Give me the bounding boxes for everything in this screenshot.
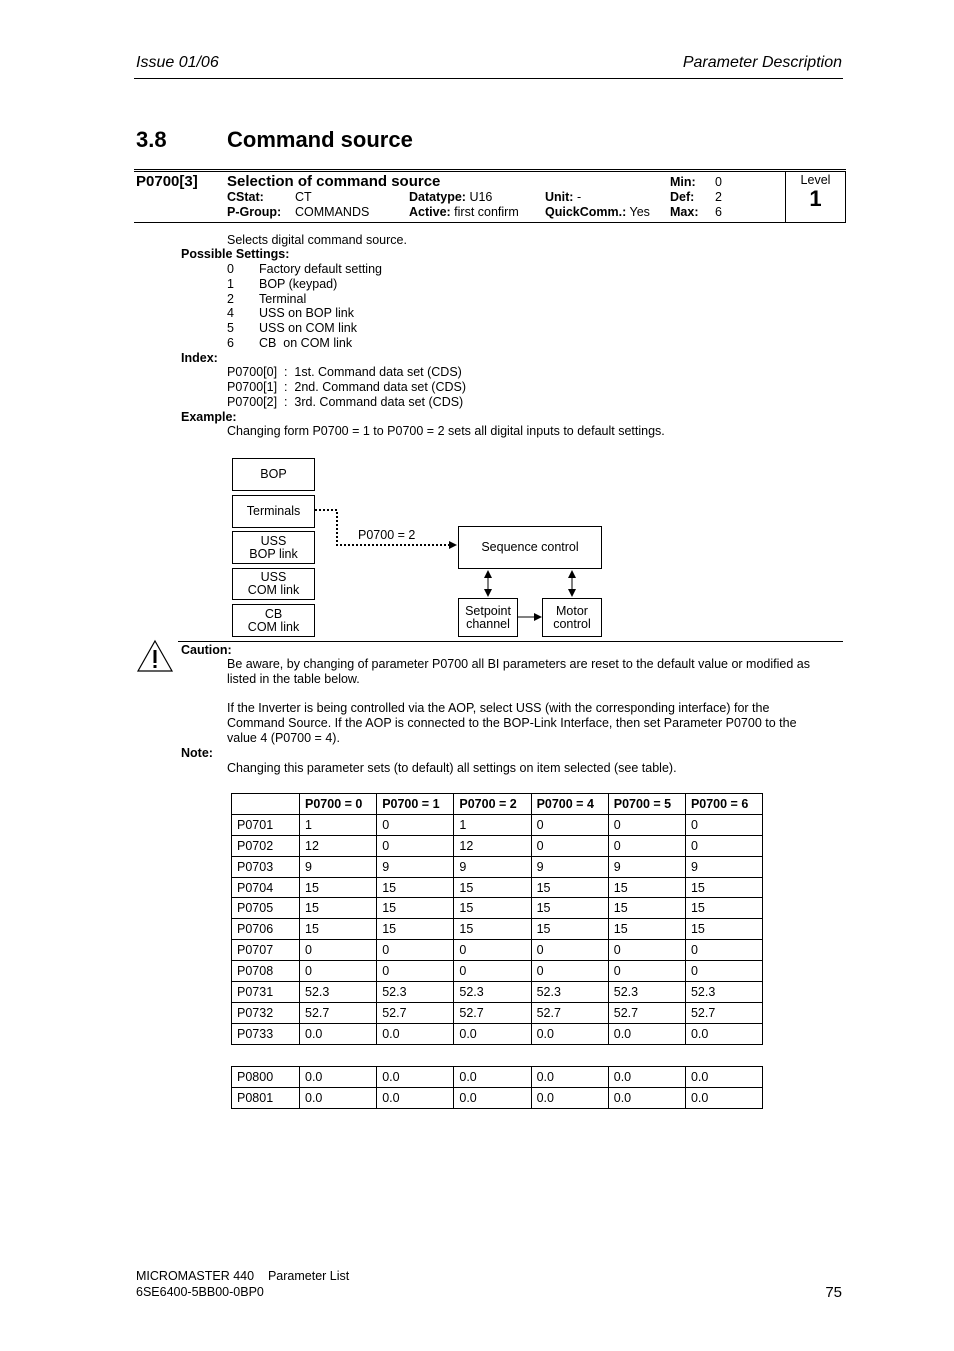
- table-cell: 0: [300, 940, 377, 961]
- note-label: Note:: [181, 746, 213, 760]
- table-cell: 0.0: [454, 1067, 531, 1088]
- max-value: 6: [715, 205, 722, 219]
- caution-label: Caution:: [181, 643, 232, 657]
- setting-value: 2: [227, 292, 234, 306]
- settings-table-2: [231, 1066, 763, 1109]
- table-cell: 12: [300, 835, 377, 856]
- table-cell: 52.3: [531, 982, 608, 1003]
- param-title: Selection of command source: [227, 173, 441, 190]
- table-cell: 52.7: [685, 1002, 762, 1023]
- param-id: P0700[3]: [136, 173, 198, 190]
- table-cell: 15: [300, 898, 377, 919]
- uss-com-line1: USS: [260, 570, 287, 584]
- table-cell: 52.3: [377, 982, 454, 1003]
- table-row: [232, 919, 763, 940]
- table-cell: 0.0: [608, 1067, 685, 1088]
- table-cell: 15: [531, 898, 608, 919]
- setting-text: USS on BOP link: [259, 306, 354, 320]
- quickcomm-value: Yes: [629, 205, 650, 219]
- setting-value: 4: [227, 306, 234, 320]
- table-cell: 0: [608, 835, 685, 856]
- table-cell: 15: [377, 898, 454, 919]
- table-cell: P0701: [232, 814, 300, 835]
- table-cell: 0: [685, 814, 762, 835]
- table-cell: 0.0: [685, 1087, 762, 1108]
- table-cell: 52.7: [454, 1002, 531, 1023]
- table-header-cell: P0700 = 4: [531, 794, 608, 815]
- max-label: Max:: [670, 205, 699, 219]
- table-cell: 15: [531, 877, 608, 898]
- table-cell: 9: [685, 856, 762, 877]
- header-title: Parameter Description: [682, 54, 842, 71]
- table-header-cell: P0700 = 0: [300, 794, 377, 815]
- table-row: [232, 1002, 763, 1023]
- quickcomm-label: QuickComm.:: [545, 205, 627, 219]
- table-header-cell: P0700 = 6: [685, 794, 762, 815]
- caution-p2-line3: value 4 (P0700 = 4).: [227, 731, 340, 745]
- table-cell: 9: [454, 856, 531, 877]
- page-number: 75: [825, 1284, 842, 1301]
- section-title: Command source: [227, 127, 413, 152]
- table-cell: 15: [685, 877, 762, 898]
- table-cell: 9: [377, 856, 454, 877]
- index-item: P0700[1] : 2nd. Command data set (CDS): [227, 380, 467, 394]
- table-cell: 0: [608, 814, 685, 835]
- table-cell: 0: [377, 814, 454, 835]
- setting-value: 6: [227, 336, 234, 350]
- min-label: Min:: [670, 175, 696, 189]
- arrow-label: P0700 = 2: [358, 528, 416, 542]
- table-cell: 15: [531, 919, 608, 940]
- table-cell: 0.0: [685, 1067, 762, 1088]
- unit-label: Unit:: [545, 190, 574, 204]
- table-cell: 0.0: [454, 1087, 531, 1108]
- table-cell: P0731: [232, 982, 300, 1003]
- table-header-cell: P0700 = 2: [454, 794, 531, 815]
- bop-box: BOP: [232, 458, 315, 491]
- table-cell: 15: [608, 919, 685, 940]
- def-value: 2: [715, 190, 722, 204]
- table-cell: 0.0: [454, 1023, 531, 1044]
- table-row: [232, 814, 763, 835]
- min-value: 0: [715, 175, 722, 189]
- index-label: Index:: [181, 351, 218, 365]
- table-cell: P0733: [232, 1023, 300, 1044]
- table-cell: 0.0: [300, 1067, 377, 1088]
- table-cell: 15: [608, 898, 685, 919]
- table-cell: P0706: [232, 919, 300, 940]
- table-cell: 0: [300, 961, 377, 982]
- example-label: Example:: [181, 410, 237, 424]
- table-cell: 15: [454, 877, 531, 898]
- footer-product: MICROMASTER 440 Parameter List: [136, 1269, 350, 1283]
- note-text: Changing this parameter sets (to default) all settings on item selected (see table).: [227, 761, 677, 775]
- motor-line1: Motor: [556, 603, 588, 618]
- table-cell: 0: [531, 940, 608, 961]
- table-header-cell: P0700 = 5: [608, 794, 685, 815]
- example-text: Changing form P0700 = 1 to P0700 = 2 sets all digital inputs to default settings.: [227, 424, 665, 438]
- table-cell: 0: [685, 961, 762, 982]
- table-cell: 0.0: [300, 1023, 377, 1044]
- table-cell: 0: [685, 835, 762, 856]
- section-number: 3.8: [136, 127, 167, 152]
- setpoint-line1: Setpoint: [465, 603, 511, 618]
- table-cell: 0.0: [608, 1023, 685, 1044]
- table-cell: 52.3: [608, 982, 685, 1003]
- table-cell: 52.7: [377, 1002, 454, 1023]
- pgroup-value: COMMANDS: [295, 205, 370, 219]
- uss-bop-line2: BOP link: [249, 546, 298, 561]
- table-row: [232, 982, 763, 1003]
- table-cell: 0.0: [531, 1067, 608, 1088]
- table-row: [232, 856, 763, 877]
- setting-value: 0: [227, 262, 234, 276]
- table-cell: 15: [454, 898, 531, 919]
- table-cell: 0: [685, 940, 762, 961]
- table-cell: 52.7: [300, 1002, 377, 1023]
- table-cell: 0.0: [377, 1023, 454, 1044]
- table-cell: 0.0: [377, 1067, 454, 1088]
- cb-com-line2: COM link: [247, 619, 300, 634]
- setting-value: 1: [227, 277, 234, 291]
- settings-table: [231, 793, 763, 1045]
- setting-text: USS on COM link: [259, 321, 357, 335]
- table-row: [232, 898, 763, 919]
- table-row: [232, 877, 763, 898]
- setting-text: Terminal: [259, 292, 307, 306]
- active-value: first confirm: [454, 205, 519, 219]
- active-label: Active:: [409, 205, 451, 219]
- table-cell: P0708: [232, 961, 300, 982]
- table-cell: 15: [377, 919, 454, 940]
- table-cell: 0: [454, 940, 531, 961]
- table-cell: P0704: [232, 877, 300, 898]
- caution-p2-line1: If the Inverter is being controlled via the AOP, select USS (with the corresponding interface) for the: [227, 701, 770, 715]
- table-cell: P0800: [232, 1067, 300, 1088]
- table-row: [232, 1087, 763, 1108]
- table-cell: 0.0: [300, 1087, 377, 1108]
- description: Selects digital command source.: [227, 233, 407, 247]
- cb-com-line1: CB: [264, 606, 283, 621]
- setpoint-line2: channel: [466, 616, 510, 631]
- table-cell: 0.0: [377, 1087, 454, 1108]
- table-cell: 9: [531, 856, 608, 877]
- table-cell: 52.3: [300, 982, 377, 1003]
- table-cell: 1: [454, 814, 531, 835]
- table-cell: 0: [377, 835, 454, 856]
- table-cell: 0: [531, 835, 608, 856]
- header-issue: Issue 01/06: [136, 54, 219, 71]
- table-cell: 0: [531, 961, 608, 982]
- table-cell: 0: [531, 814, 608, 835]
- table-cell: P0702: [232, 835, 300, 856]
- terminals-box: Terminals: [232, 495, 315, 528]
- table-cell: 15: [300, 919, 377, 940]
- table-cell: P0703: [232, 856, 300, 877]
- table-cell: 52.7: [531, 1002, 608, 1023]
- table-cell: 52.7: [608, 1002, 685, 1023]
- table-cell: 15: [608, 877, 685, 898]
- caution-p2-line2: Command Source. If the AOP is connected to the BOP-Link Interface, then set Parameter P0700 to the: [227, 716, 797, 730]
- table-cell: 0.0: [608, 1087, 685, 1108]
- table-cell: 0: [454, 961, 531, 982]
- table-cell: 15: [685, 919, 762, 940]
- table-cell: 0.0: [685, 1023, 762, 1044]
- warning-icon: [136, 639, 174, 673]
- table-header-row: [232, 794, 763, 815]
- caution-p1-line2: listed in the table below.: [227, 672, 360, 686]
- cstat-value: CT: [295, 190, 312, 204]
- table-cell: 0.0: [531, 1023, 608, 1044]
- table-cell: 15: [377, 877, 454, 898]
- index-item: P0700[2] : 3rd. Command data set (CDS): [227, 395, 464, 409]
- table-row: [232, 961, 763, 982]
- table-header-cell: P0700 = 1: [377, 794, 454, 815]
- table-cell: 0: [377, 940, 454, 961]
- table-row: [232, 940, 763, 961]
- table-cell: 0.0: [531, 1087, 608, 1108]
- table-cell: 0: [608, 940, 685, 961]
- table-row: [232, 1023, 763, 1044]
- index-item: P0700[0] : 1st. Command data set (CDS): [227, 365, 462, 379]
- level-label: Level: [800, 173, 831, 187]
- table-cell: P0705: [232, 898, 300, 919]
- table-cell: 15: [454, 919, 531, 940]
- setting-text: CB on COM link: [259, 336, 353, 350]
- pgroup-label: P-Group:: [227, 205, 282, 219]
- table-row: [232, 1067, 763, 1088]
- table-cell: 9: [300, 856, 377, 877]
- table-cell: P0707: [232, 940, 300, 961]
- sequence-control-box: Sequence control: [458, 526, 602, 569]
- table-cell: 52.3: [454, 982, 531, 1003]
- table-cell: 0: [608, 961, 685, 982]
- table-header-cell: [232, 794, 300, 815]
- caution-p1-line1: Be aware, by changing of parameter P0700 all BI parameters are reset to the default value or modified as: [227, 657, 810, 671]
- possible-settings-label: Possible Settings:: [181, 247, 290, 261]
- caution-rule: [178, 641, 843, 642]
- motor-line2: control: [553, 616, 591, 631]
- datatype-label: Datatype:: [409, 190, 466, 204]
- table-cell: 9: [608, 856, 685, 877]
- level-value: 1: [809, 186, 822, 211]
- table-cell: 0: [377, 961, 454, 982]
- setting-text: BOP (keypad): [259, 277, 338, 291]
- def-label: Def:: [670, 190, 695, 204]
- table-cell: 52.3: [685, 982, 762, 1003]
- table-cell: 12: [454, 835, 531, 856]
- table-cell: 15: [685, 898, 762, 919]
- table-row: [232, 835, 763, 856]
- setting-text: Factory default setting: [259, 262, 382, 276]
- cstat-label: CStat:: [227, 190, 264, 204]
- footer-order-number: 6SE6400-5BB00-0BP0: [136, 1285, 264, 1299]
- table-cell: 1: [300, 814, 377, 835]
- uss-com-line2: COM link: [247, 583, 300, 597]
- dashed-selector-arrow: [315, 510, 456, 545]
- table-cell: P0801: [232, 1087, 300, 1108]
- unit-value: -: [576, 190, 582, 204]
- datatype-value: U16: [469, 190, 493, 204]
- setting-value: 5: [227, 321, 234, 335]
- table-cell: 15: [300, 877, 377, 898]
- uss-bop-line1: USS: [260, 533, 287, 548]
- table-cell: P0732: [232, 1002, 300, 1023]
